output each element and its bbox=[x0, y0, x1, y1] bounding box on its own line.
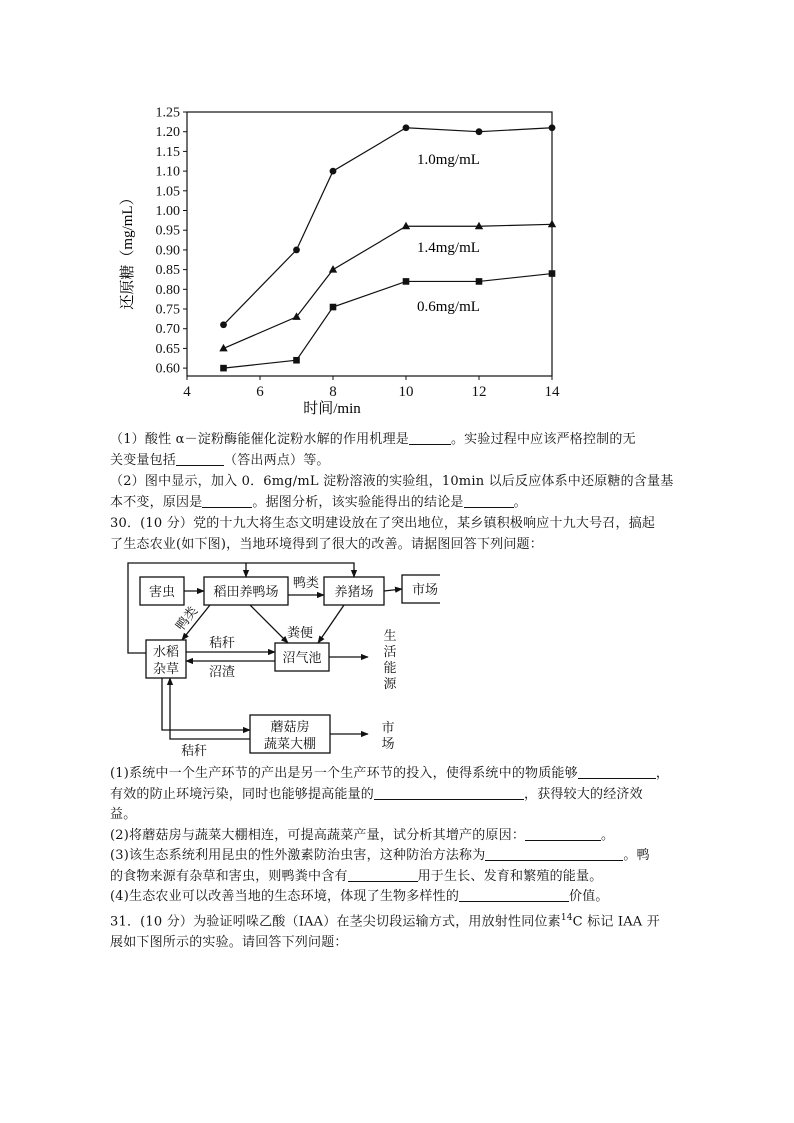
data-point bbox=[402, 222, 410, 230]
data-point bbox=[330, 304, 337, 311]
life-energy-1: 生 bbox=[383, 629, 397, 644]
data-point bbox=[549, 124, 556, 131]
y-tick-label: 0.60 bbox=[155, 361, 180, 377]
data-point bbox=[403, 124, 410, 131]
y-tick-label: 1.15 bbox=[155, 144, 180, 160]
answer-blank[interactable] bbox=[464, 493, 514, 508]
rice-node-line2: 杂草 bbox=[152, 662, 180, 677]
y-tick-label: 0.70 bbox=[155, 322, 180, 338]
rice-node-line1: 水稻 bbox=[152, 645, 180, 660]
plot-frame bbox=[187, 112, 552, 376]
series-label-1.4: 1.4mg/mL bbox=[417, 240, 480, 256]
answer-blank[interactable] bbox=[459, 887, 569, 902]
data-point bbox=[220, 321, 227, 328]
question-1: （1）酸性 α－淀粉酶能催化淀粉水解的作用机理是 。实验过程中应该严格控制的无 关变量包括 （答出两点）等。 bbox=[110, 432, 636, 468]
x-tick-label: 14 bbox=[544, 384, 560, 400]
life-energy-4: 源 bbox=[383, 677, 397, 692]
label-straw-1: 秸秆 bbox=[208, 636, 236, 651]
answer-blank[interactable] bbox=[176, 451, 224, 466]
mushroom-node-line2: 蔬菜大棚 bbox=[263, 737, 317, 752]
market2-2: 场 bbox=[381, 737, 395, 752]
y-tick-label: 0.65 bbox=[155, 341, 180, 357]
pest-node: 害虫 bbox=[148, 585, 176, 600]
y-tick-label: 0.95 bbox=[155, 223, 180, 239]
data-point bbox=[220, 365, 227, 372]
question-31-intro: 31．(10 分）为验证吲哚乙酸（IAA）在茎尖切段运输方式，用放射性同位素$^{14}$C 标记 IAA 开 展如下图所示的实验。请回答下列问题： bbox=[110, 913, 660, 950]
y-axis-label: 还原糖（mg/mL） bbox=[120, 190, 136, 310]
answer-blank[interactable] bbox=[485, 846, 623, 861]
answer-blank[interactable] bbox=[202, 493, 252, 508]
life-energy-3: 能 bbox=[383, 661, 397, 676]
data-point bbox=[329, 265, 337, 273]
data-point bbox=[293, 247, 300, 254]
y-tick-label: 1.10 bbox=[155, 164, 180, 180]
answer-blank[interactable] bbox=[578, 764, 656, 779]
y-tick-label: 0.90 bbox=[155, 243, 180, 259]
x-tick-label: 4 bbox=[183, 384, 191, 400]
data-point bbox=[476, 278, 483, 285]
x-tick-label: 10 bbox=[398, 384, 414, 400]
reducing-sugar-line-chart bbox=[110, 100, 570, 425]
series-line-1.4mg/mL bbox=[224, 224, 553, 348]
market-node: 市场 bbox=[411, 583, 439, 598]
data-point bbox=[293, 357, 300, 364]
pig-farm-node: 养猪场 bbox=[334, 585, 374, 600]
label-residue: 沼渣 bbox=[208, 665, 236, 680]
data-point bbox=[548, 220, 556, 228]
label-duck-1: 鸭类 bbox=[292, 576, 320, 591]
x-axis-label: 时间/min bbox=[303, 401, 361, 417]
biogas-node: 沼气池 bbox=[282, 651, 322, 666]
data-point bbox=[403, 278, 410, 285]
duck-farm-node: 稻田养鸭场 bbox=[213, 585, 279, 600]
label-straw-2: 秸秆 bbox=[180, 744, 208, 759]
y-tick-label: 0.75 bbox=[155, 302, 180, 318]
x-tick-label: 12 bbox=[471, 384, 487, 400]
series-line-0.6mg/mL bbox=[224, 274, 553, 369]
y-tick-label: 1.00 bbox=[155, 204, 180, 220]
y-tick-label: 1.20 bbox=[155, 125, 180, 141]
y-tick-label: 1.05 bbox=[155, 184, 180, 200]
y-tick-label: 1.25 bbox=[155, 105, 180, 121]
answer-blank[interactable] bbox=[374, 785, 524, 800]
data-point bbox=[475, 222, 483, 230]
label-duck-2: 鸭类 bbox=[173, 603, 202, 634]
eco-agriculture-diagram bbox=[110, 555, 440, 760]
question-2: （2）图中显示，加入 0．6mg/mL 淀粉溶液的实验组，10min 以后反应体系中还原糖的含量基 本不变，原因是 。据图分析，该实验能得出的结论是 。 bbox=[110, 474, 674, 510]
question-30-items: (1)系统中一个生产环节的产出是另一个生产环节的投入，使得系统中的物质能够 ， 有效的防止环境污染，同时也能够提高能量的 ，获得较大的经济效 益。 (2)将蘑菇房与蔬菜大棚相连，可提高蔬菜产量，试分析其增产的原因： 。 (3)该生态系统利用昆虫的性外激素防治虫害，这种防治方法称为 。鸭 的食物来源有杂草和害虫，则鸭粪中含有 用于生长、发育和繁殖的能量。 (4)生态农业可以改善当地的生态环境，体现了生物多样性的 价值。 bbox=[110, 766, 670, 904]
data-point bbox=[330, 168, 337, 175]
question-30-intro: 30．(10 分）党的十九大将生态文明建设放在了突出地位，某乡镇积极响应十九大号召，搞起 了生态农业(如下图)，当地环境得到了很大的改善。请据图回答下列问题： bbox=[110, 516, 656, 552]
x-tick-label: 6 bbox=[256, 384, 264, 400]
x-tick-label: 8 bbox=[329, 384, 337, 400]
y-tick-label: 0.85 bbox=[155, 263, 180, 279]
answer-blank[interactable] bbox=[409, 430, 451, 445]
answer-blank[interactable] bbox=[348, 867, 418, 882]
y-tick-label: 0.80 bbox=[155, 282, 180, 298]
data-point bbox=[476, 128, 483, 135]
mushroom-node-line1: 蘑菇房 bbox=[270, 720, 310, 735]
life-energy-2: 活 bbox=[383, 645, 397, 660]
label-dung: 粪便 bbox=[286, 626, 314, 641]
series-label-1.0: 1.0mg/mL bbox=[417, 152, 480, 168]
data-point bbox=[549, 270, 556, 277]
answer-blank[interactable] bbox=[525, 826, 601, 841]
series-line-1.0mg/mL bbox=[224, 128, 553, 325]
series-label-0.6: 0.6mg/mL bbox=[417, 299, 480, 315]
market2-1: 市 bbox=[381, 721, 395, 736]
